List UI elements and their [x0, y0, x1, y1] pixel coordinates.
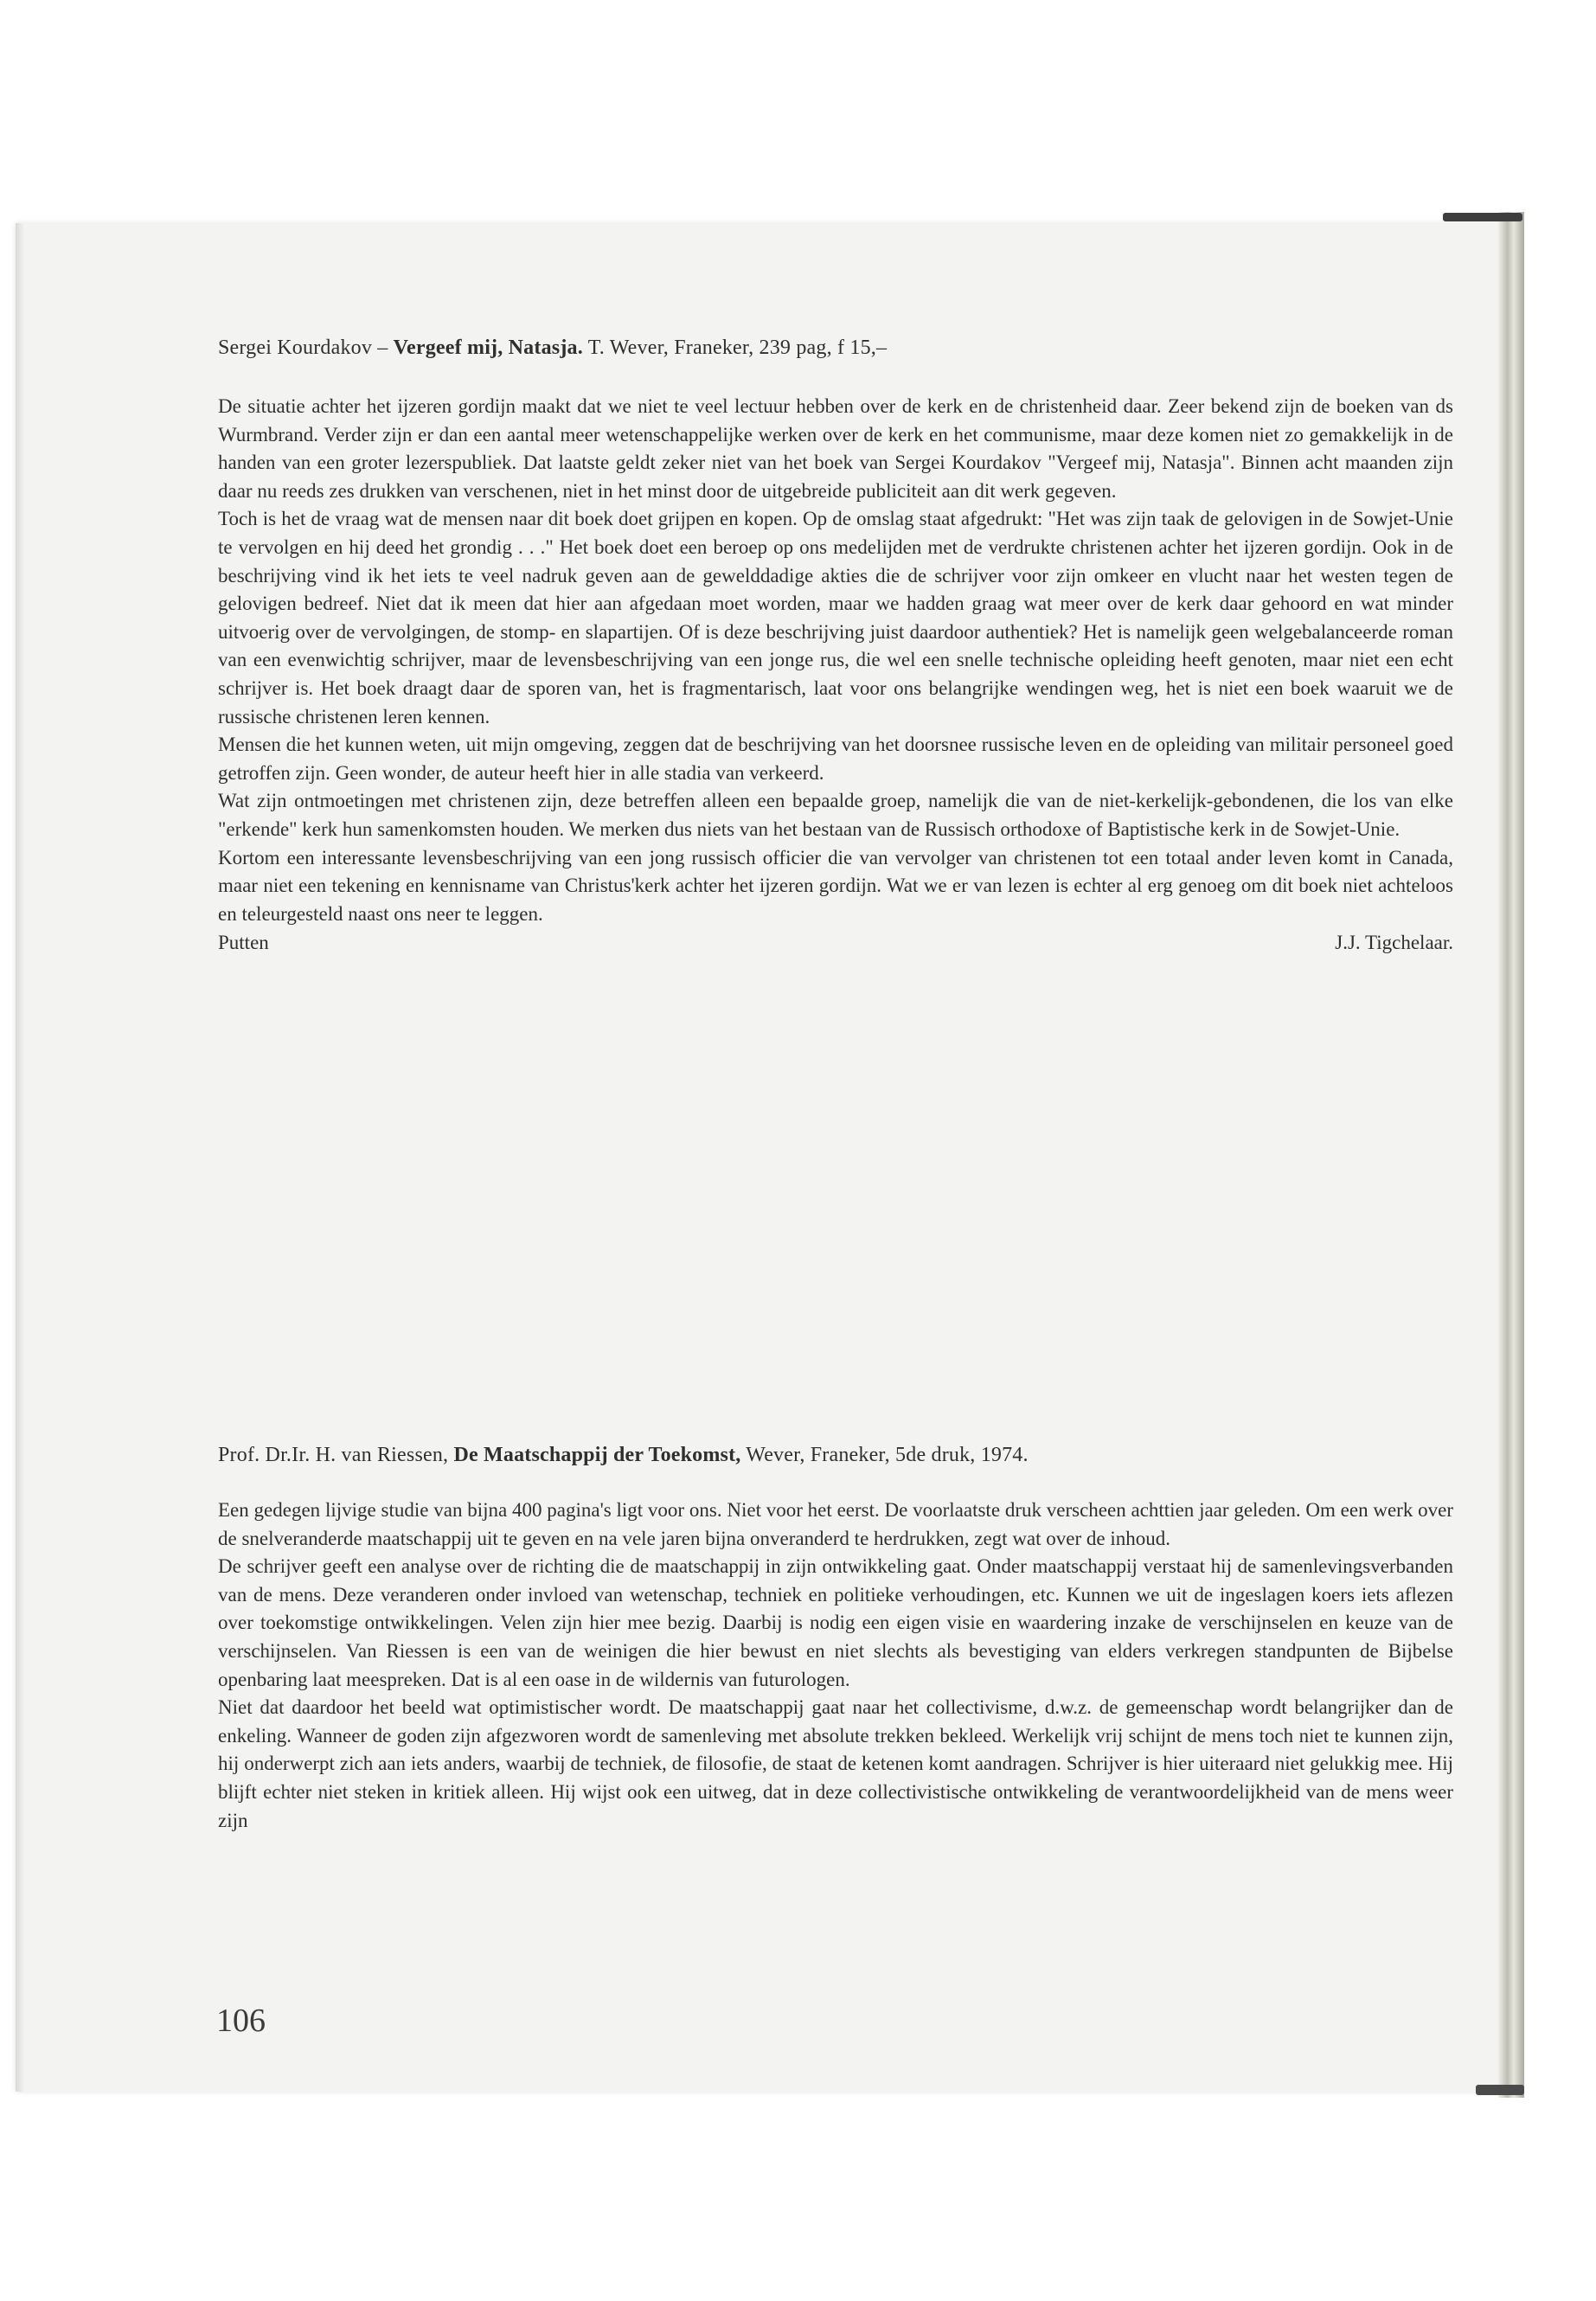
- review1-title: Vergeef mij, Natasja.: [393, 336, 583, 359]
- page-number: 106: [216, 2003, 266, 2039]
- book-spine: [1498, 212, 1524, 2098]
- spine-cap-bottom: [1476, 2085, 1524, 2095]
- page-fold-shadow: [16, 223, 24, 2092]
- review2-author: Prof. Dr.Ir. H. van Riessen,: [218, 1444, 449, 1466]
- review1-paragraph: Mensen die het kunnen weten, uit mijn omgeving, zeggen dat de beschrijving van het doorsnee russische leven en de opleiding van militair personeel goed getroffen zijn. Geen wonder, de auteur heeft hier in alle stadia van verkeerd.: [218, 734, 1453, 784]
- review2-paragraph: Een gedegen lijvige studie van bijna 400 pagina's ligt voor ons. Niet voor het eerst. De voorlaatste druk verscheen achttien jaar geleden. Om een werk over de snelveranderde maatschappij uit te geven en na vele jaren bijna onveranderd te herdrukken, zegt wat over de inhoud.: [218, 1499, 1453, 1549]
- spine-cap-top: [1443, 213, 1522, 221]
- review1-signature: [218, 928, 1453, 957]
- review1-body: [218, 393, 1453, 957]
- review1-reviewer: J.J. Tigchelaar.: [1335, 932, 1453, 954]
- review2-paragraph: De schrijver geeft een analyse over de richting die de maatschappij in zijn ontwikkeling gaat. Onder maatschappij verstaat hij de samenlevingsverbanden van de mens. Deze veranderen onder invloed van wetenschap, techniek en politieke verhoudingen, etc. Kunnen we uit de ingeslagen koers iets aflezen over toekomstige ontwikkelingen. Velen zijn hier mee bezig. Daarbij is nodig een eigen visie en waardering inzake de verschijnselen en keuze van de verschijnselen. Van Riessen is een van de weinigen die hier bewust en niet slechts als bevestiging van elders verkregen standpunten de Bijbelse openbaring laat meespreken. Dat is al een oase in de wildernis van futurologen.: [218, 1555, 1453, 1690]
- review1-paragraph: Kortom een interessante levensbeschrijving van een jong russisch officier die van vervolger van christenen tot een totaal ander leven komt in Canada, maar niet een tekening en kennisname van Christus'kerk achter het ijzeren gordijn. Wat we er van lezen is echter al erg genoeg om dit boek niet achteloos en teleurgesteld naast ons neer te leggen.: [218, 846, 1453, 925]
- review2-paragraph: Niet dat daardoor het beeld wat optimistischer wordt. De maatschappij gaat naar het collectivisme, d.w.z. de gemeenschap wordt belangrijker dan de enkeling. Wanneer de goden zijn afgezworen wordt de samenleving met absolute trekken bekleed. Werkelijk vrij schijnt de mens toch niet te kunnen zijn, hij onderwerpt zich aan iets anders, waarbij de techniek, de filosofie, de staat de ketenen komt aandragen. Schrijver is hier uiteraard niet gelukkig mee. Hij blijft echter niet steken in kritiek alleen. Hij wijst ook een uitweg, dat in deze collectivistische ontwikkeling de verantwoordelijkheid van de mens weer zijn: [218, 1696, 1453, 1831]
- review1-paragraph: Wat zijn ontmoetingen met christenen zijn, deze betreffen alleen een bepaalde groep, namelijk die van de niet-kerkelijk-gebondenen, die los van elke "erkende" kerk hun samenkomsten houden. We merken dus niets van het bestaan van de Russisch orthodoxe of Baptistische kerk in de Sowjet-Unie.: [218, 790, 1453, 840]
- review1-details: T. Wever, Franeker, 239 pag, f 15,–: [582, 336, 888, 359]
- review1-heading: [218, 334, 1453, 362]
- review1-paragraph: De situatie achter het ijzeren gordijn maakt dat we niet te veel lectuur hebben over de kerk en de christenheid daar. Zeer bekend zijn de boeken van ds Wurmbrand. Verder zijn er dan een aantal meer wetenschappelijke werken over de kerk en het communisme, maar deze komen niet zo gemakkelijk in de handen van een groter lezerspubliek. Dat laatste geldt zeker niet van het boek van Sergei Kourdakov "Vergeef mij, Natasja". Binnen acht maanden zijn daar nu reeds zes drukken van verschenen, niet in het minst door de uitgebreide publiciteit aan dit werk gegeven.: [218, 395, 1453, 502]
- review1-author: Sergei Kourdakov: [218, 336, 373, 359]
- review1-paragraph: Toch is het de vraag wat de mensen naar dit boek doet grijpen en kopen. Op de omslag staat afgedrukt: "Het was zijn taak de gelovigen in de Sowjet-Unie te vervolgen en hij deed het grondig . . ." Het boek doet een beroep op ons medelijden met de verdrukte christenen achter het ijzeren gordijn. Ook in de beschrijving vind ik het iets te veel nadruk geven aan de gewelddadige akties die de schrijver voor zijn omkeer en vlucht naar het westen tegen de gelovigen bedreef. Niet dat ik meen dat hier aan afgedaan moet worden, maar we hadden graag wat meer over de kerk daar gehoord en wat minder uitvoerig over de vervolgingen, de stomp- en slapartijen. Of is deze beschrijving juist daardoor authentiek? Het is namelijk geen welgebalanceerde roman van een evenwichtig schrijver, maar de levensbeschrijving van een jonge rus, die wel een snelle technische opleiding heeft genoten, maar niet een echt schrijver is. Het boek draagt daar de sporen van, het is fragmentarisch, laat voor ons belangrijke wendingen weg, het is niet een boek waaruit we de russische christenen leren kennen.: [218, 508, 1453, 727]
- review2-heading: [218, 1441, 1453, 1469]
- review2-title: De Maatschappij der Toekomst,: [453, 1444, 741, 1466]
- review2-body: [218, 1497, 1453, 1835]
- review1-place: Putten: [218, 932, 269, 954]
- review2-details: Wever, Franeker, 5de druk, 1974.: [740, 1444, 1029, 1466]
- review1-dash: –: [372, 336, 394, 359]
